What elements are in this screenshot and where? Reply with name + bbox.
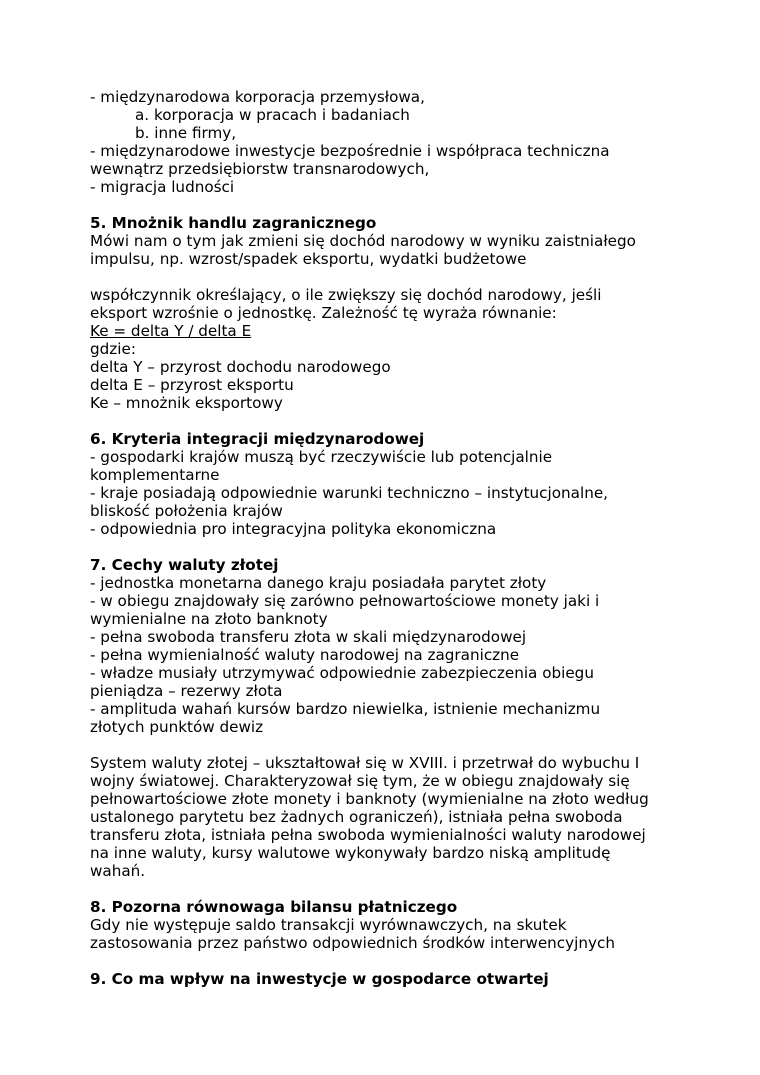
list-item: - jednostka monetarna danego kraju posiadała parytet złoty [90,574,547,592]
section-9 [90,970,690,988]
list-item-continuation: komplementarne [90,466,220,484]
text-line: na inne waluty, kursy walutowe wykonywały bardzo niską amplitudę [90,844,611,862]
paragraph-gap [90,538,690,556]
text-line: System waluty złotej – ukształtował się w XVIII. i przetrwał do wybuchu I [90,754,640,772]
list-item: - pełna swoboda transferu złota w skali międzynarodowej [90,628,527,646]
list-item-continuation: wewnątrz przedsiębiorstw transnarodowych, [90,160,430,178]
text-line: Gdy nie występuje saldo transakcji wyrównawczych, na skutek [90,916,567,934]
list-item: - odpowiednia pro integracyjna polityka ekonomiczna [90,520,497,538]
list-item: - władze musiały utrzymywać odpowiednie zabezpieczenia obiegu [90,664,594,682]
document-page [90,88,690,988]
paragraph-gap [90,736,690,754]
list-item-continuation: złotych punktów dewiz [90,718,264,736]
section-heading: 7. Cechy waluty złotej [90,556,279,574]
paragraph-gap [90,268,690,286]
list-item: - amplituda wahań kursów bardzo niewielka, istnienie mechanizmu [90,700,601,718]
text-line: zastosowania przez państwo odpowiednich środków interwencyjnych [90,934,615,952]
intro-list [90,88,690,196]
text-line: wahań. [90,862,146,880]
text-line: gdzie: [90,340,136,358]
list-item-continuation: wymienialne na złoto banknoty [90,610,328,628]
list-subitem: a. korporacja w pracach i badaniach [135,106,410,124]
text-line: współczynnik określający, o ile zwiększy się dochód narodowy, jeśli [90,286,602,304]
list-item: - migracja ludności [90,178,235,196]
text-line: wojny światowej. Charakteryzował się tym, że w obiegu znajdowały się [90,772,630,790]
paragraph-gap [90,196,690,214]
list-item: - w obiegu znajdowały się zarówno pełnowartościowe monety jaki i [90,592,600,610]
text-line: ustalonego parytetu bez żadnych ograniczeń), istniała pełna swoboda [90,808,623,826]
text-line: Mówi nam o tym jak zmieni się dochód narodowy w wyniku zaistniałego [90,232,636,250]
list-item: - gospodarki krajów muszą być rzeczywiście lub potencjalnie [90,448,553,466]
text-line: Ke – mnożnik eksportowy [90,394,283,412]
section-8 [90,898,690,952]
text-line: transferu złota, istniała pełna swoboda wymienialności waluty narodowej [90,826,646,844]
section-5 [90,214,690,412]
text-line: delta Y – przyrost dochodu narodowego [90,358,391,376]
section-6 [90,430,690,538]
list-subitem: b. inne firmy, [135,124,237,142]
section-heading: 8. Pozorna równowaga bilansu płatniczego [90,898,458,916]
paragraph-gap [90,412,690,430]
section-heading: 5. Mnożnik handlu zagranicznego [90,214,377,232]
section-heading: 6. Kryteria integracji międzynarodowej [90,430,425,448]
text-line: pełnowartościowe złote monety i banknoty (wymienialne na złoto według [90,790,649,808]
list-item: - kraje posiadają odpowiednie warunki techniczno – instytucjonalne, [90,484,608,502]
list-item-continuation: bliskość położenia krajów [90,502,283,520]
list-item: - międzynarodowa korporacja przemysłowa, [90,88,425,106]
text-line: eksport wzrośnie o jednostkę. Zależność tę wyraża równanie: [90,304,557,322]
list-item: - międzynarodowe inwestycje bezpośrednie i współpraca techniczna [90,142,610,160]
section-7 [90,556,690,880]
formula: Ke = delta Y / delta E [90,322,252,340]
text-line: delta E – przyrost eksportu [90,376,294,394]
list-item: - pełna wymienialność waluty narodowej na zagraniczne [90,646,520,664]
paragraph-gap [90,952,690,970]
paragraph-gap [90,880,690,898]
section-heading: 9. Co ma wpływ na inwestycje w gospodarce otwartej [90,970,549,988]
list-item-continuation: pieniądza – rezerwy złota [90,682,283,700]
text-line: impulsu, np. wzrost/spadek eksportu, wydatki budżetowe [90,250,527,268]
